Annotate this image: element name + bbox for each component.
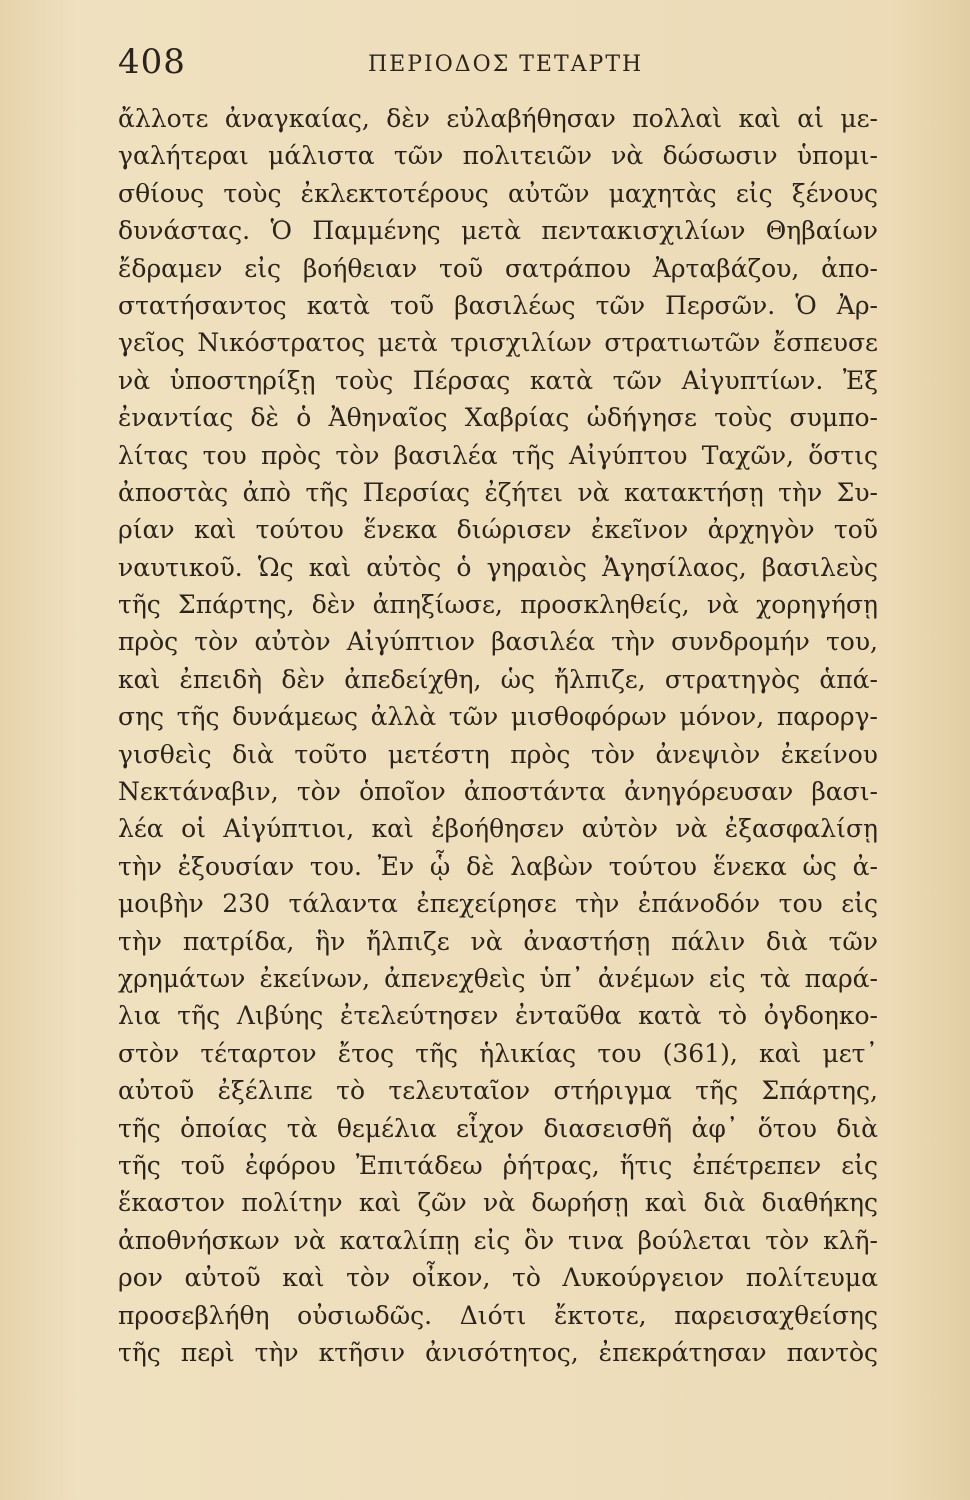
text-line: τὴν ἐξουσίαν του. Ἐν ᾧ δὲ λαβὼν τούτου ἕνεκα ὡς ἀ- bbox=[118, 851, 878, 881]
text-line: ἕκαστον πολίτην καὶ ζῶν νὰ δωρήσῃ καὶ διὰ διαθήκης bbox=[118, 1188, 878, 1218]
text-line: σης τῆς δυνάμεως ἀλλὰ τῶν μισθοφόρων μόνον, παροργ- bbox=[118, 702, 878, 732]
text-line: στατήσαντος κατὰ τοῦ βασιλέως τῶν Περσῶν. Ὁ Ἀρ- bbox=[118, 290, 878, 320]
text-line: γαλήτεραι μάλιστα τῶν πολιτειῶν νὰ δώσωσιν ὑπομι- bbox=[118, 141, 878, 171]
text-line: ρον αὐτοῦ καὶ τὸν οἶκον, τὸ Λυκούργειον πολίτευμα bbox=[118, 1263, 878, 1293]
text-line: ἔδραμεν εἰς βοήθειαν τοῦ σατράπου Ἀρταβάζου, ἀπο- bbox=[118, 253, 878, 283]
text-line: λια τῆς Λιβύης ἐτελεύτησεν ἐνταῦθα κατὰ τὸ ὀγδοηκο- bbox=[118, 1001, 878, 1031]
text-line: σθίους τοὺς ἐκλεκτοτέρους αὐτῶν μαχητὰς εἰς ξένους bbox=[118, 178, 878, 208]
text-line: ρίαν καὶ τούτου ἕνεκα διώρισεν ἐκεῖνον ἀρχηγὸν τοῦ bbox=[118, 515, 878, 545]
text-line: τῆς περὶ τὴν κτῆσιν ἀνισότητος, ἐπεκράτησαν παντὸς bbox=[118, 1337, 878, 1367]
page-header bbox=[118, 42, 870, 92]
text-line: λίτας του πρὸς τὸν βασιλέα τῆς Αἰγύπτου Ταχῶν, ὅστις bbox=[118, 440, 878, 470]
text-line: ἐναντίας δὲ ὁ Ἀθηναῖος Χαβρίας ὡδήγησε τοὺς συμπο- bbox=[118, 403, 878, 433]
text-line: λέα οἱ Αἰγύπτιοι, καὶ ἐβοήθησεν αὐτὸν νὰ ἐξασφαλίσῃ bbox=[118, 814, 878, 844]
text-line: αὐτοῦ ἐξέλιπε τὸ τελευταῖον στήριγμα τῆς Σπάρτης, bbox=[118, 1076, 878, 1106]
text-line: τῆς ὁποίας τὰ θεμέλια εἶχον διασεισθῆ ἀφ᾽ ὅτου διὰ bbox=[118, 1113, 878, 1143]
text-line: δυνάστας. Ὁ Παμμένης μετὰ πεντακισχιλίων Θηβαίων bbox=[118, 216, 878, 246]
text-line: Νεκτάναβιν, τὸν ὁποῖον ἀποστάντα ἀνηγόρευσαν βασι- bbox=[118, 777, 878, 807]
text-line: ναυτικοῦ. Ὡς καὶ αὐτὸς ὁ γηραιὸς Ἀγησίλαος, βασιλεὺς bbox=[118, 552, 878, 582]
text-line: χρημάτων ἐκείνων, ἀπενεχθεὶς ὑπ᾽ ἀνέμων εἰς τὰ παρά- bbox=[118, 963, 878, 993]
text-line: τῆς Σπάρτης, δὲν ἀπηξίωσε, προσκληθείς, νὰ χορηγήσῃ bbox=[118, 590, 878, 620]
text-line: μοιβὴν 230 τάλαντα ἐπεχείρησε τὴν ἐπάνοδόν του εἰς bbox=[118, 889, 878, 919]
text-line: πρὸς τὸν αὐτὸν Αἰγύπτιον βασιλέα τὴν συνδρομήν του, bbox=[118, 627, 878, 657]
text-line: τὴν πατρίδα, ἣν ἤλπιζε νὰ ἀναστήσῃ πάλιν διὰ τῶν bbox=[118, 926, 878, 956]
text-line: στὸν τέταρτον ἔτος τῆς ἡλικίας του (361), καὶ μετ᾽ bbox=[118, 1038, 878, 1068]
text-line: ἄλλοτε ἀναγκαίας, δὲν εὐλαβήθησαν πολλαὶ καὶ αἱ με- bbox=[118, 104, 878, 133]
text-line: προσεβλήθη οὐσιωδῶς. Διότι ἔκτοτε, παρεισαχθείσης bbox=[118, 1300, 878, 1330]
text-line: τῆς τοῦ ἐφόρου Ἐπιτάδεω ῥήτρας, ἥτις ἐπέτρεπεν εἰς bbox=[118, 1150, 878, 1180]
body-text bbox=[118, 100, 878, 1371]
text-line: καὶ ἐπειδὴ δὲν ἀπεδείχθη, ὡς ἤλπιζε, στρατηγὸς ἁπά- bbox=[118, 664, 878, 694]
page-number: 408 bbox=[118, 42, 186, 82]
text-line: ἀποθνήσκων νὰ καταλίπῃ εἰς ὃν τινα βούλεται τὸν κλῆ- bbox=[118, 1225, 878, 1255]
running-title: ΠΕΡΙΟΔΟΣ ΤΕΤΑΡΤΗ bbox=[368, 52, 644, 77]
text-line: γεῖος Νικόστρατος μετὰ τρισχιλίων στρατιωτῶν ἔσπευσε bbox=[118, 328, 878, 358]
text-line: ἀποστὰς ἀπὸ τῆς Περσίας ἐζήτει νὰ κατακτήσῃ τὴν Συ- bbox=[118, 477, 878, 507]
text-line: νὰ ὑποστηρίξῃ τοὺς Πέρσας κατὰ τῶν Αἰγυπτίων. Ἐξ bbox=[118, 365, 878, 395]
text-line: γισθεὶς διὰ τοῦτο μετέστη πρὸς τὸν ἀνεψιὸν ἐκείνου bbox=[118, 739, 878, 769]
